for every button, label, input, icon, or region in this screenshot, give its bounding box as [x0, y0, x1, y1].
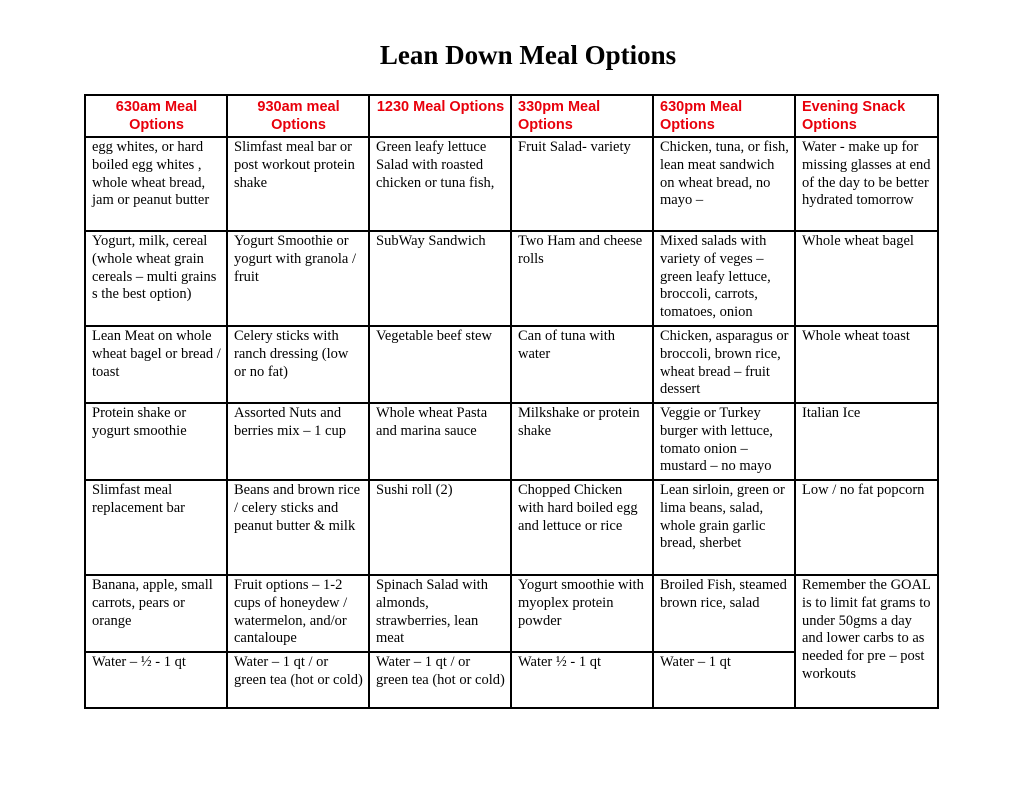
- table-cell: Chopped Chicken with hard boiled egg and lettuce or rice: [511, 480, 653, 575]
- table-cell: Veggie or Turkey burger with lettuce, tomato onion – mustard – no mayo: [653, 403, 795, 480]
- table-cell: Can of tuna with water: [511, 326, 653, 403]
- table-cell: Mixed salads with variety of veges – green leafy lettuce, broccoli, carrots, tomatoes, onion: [653, 231, 795, 326]
- table-cell: Vegetable beef stew: [369, 326, 511, 403]
- table-row: [85, 326, 938, 403]
- table-cell: Water – 1 qt / or green tea (hot or cold): [227, 652, 369, 708]
- table-cell: Two Ham and cheese rolls: [511, 231, 653, 326]
- table-cell: Fruit Salad- variety: [511, 137, 653, 231]
- table-cell: Yogurt, milk, cereal (whole wheat grain cereals – multi grains s the best option): [85, 231, 227, 326]
- table-cell: Assorted Nuts and berries mix – 1 cup: [227, 403, 369, 480]
- table-cell: Water ½ - 1 qt: [511, 652, 653, 708]
- column-header-evening-snack: Evening Snack Options: [795, 95, 938, 137]
- table-cell: Fruit options – 1-2 cups of honeydew / watermelon, and/or cantaloupe: [227, 575, 369, 652]
- column-header-330pm: 330pm Meal Options: [511, 95, 653, 137]
- table-cell: Water - make up for missing glasses at end of the day to be better hydrated tomorrow: [795, 137, 938, 231]
- table-cell: Chicken, tuna, or fish, lean meat sandwich on wheat bread, no mayo –: [653, 137, 795, 231]
- page-title: Lean Down Meal Options: [379, 40, 677, 70]
- table-cell: Whole wheat toast: [795, 326, 938, 403]
- table-cell: Water – 1 qt: [653, 652, 795, 708]
- table-cell: Banana, apple, small carrots, pears or orange: [85, 575, 227, 652]
- table-cell: Chicken, asparagus or broccoli, brown rice, wheat bread – fruit dessert: [653, 326, 795, 403]
- table-cell: Italian Ice: [795, 403, 938, 480]
- table-cell: SubWay Sandwich: [369, 231, 511, 326]
- table-cell: Yogurt Smoothie or yogurt with granola / fruit: [227, 231, 369, 326]
- table-cell: Broiled Fish, steamed brown rice, salad: [653, 575, 795, 652]
- table-row: [85, 231, 938, 326]
- table-cell: Lean sirloin, green or lima beans, salad, whole grain garlic bread, sherbet: [653, 480, 795, 575]
- table-cell: Green leafy lettuce Salad with roasted chicken or tuna fish,: [369, 137, 511, 231]
- table-row: [85, 480, 938, 575]
- table-cell: egg whites, or hard boiled egg whites , whole wheat bread, jam or peanut butter: [85, 137, 227, 231]
- table-cell: Slimfast meal bar or post workout protein shake: [227, 137, 369, 231]
- table-row: [85, 137, 938, 231]
- table-cell: Slimfast meal replacement bar: [85, 480, 227, 575]
- table-cell: Sushi roll (2): [369, 480, 511, 575]
- column-header-630pm: 630pm Meal Options: [653, 95, 795, 137]
- table-row: [85, 575, 938, 652]
- column-header-930am: 930am meal Options: [227, 95, 369, 137]
- table-cell: Low / no fat popcorn: [795, 480, 938, 575]
- table-cell: Milkshake or protein shake: [511, 403, 653, 480]
- table-cell: Water – 1 qt / or green tea (hot or cold): [369, 652, 511, 708]
- table-cell: Beans and brown rice / celery sticks and peanut butter & milk: [227, 480, 369, 575]
- table-cell: Whole wheat bagel: [795, 231, 938, 326]
- table-cell: Spinach Salad with almonds, strawberries, lean meat: [369, 575, 511, 652]
- table-cell: Celery sticks with ranch dressing (low or no fat): [227, 326, 369, 403]
- table-cell-goal-note: Remember the GOAL is to limit fat grams to under 50gms a day and lower carbs to as needed for pre – post workouts: [795, 575, 938, 708]
- table-cell: Lean Meat on whole wheat bagel or bread / toast: [85, 326, 227, 403]
- meal-options-table: [84, 94, 939, 709]
- column-header-1230: 1230 Meal Options: [369, 95, 511, 137]
- table-cell: Protein shake or yogurt smoothie: [85, 403, 227, 480]
- table-cell: Water – ½ - 1 qt: [85, 652, 227, 708]
- header-row: [85, 95, 938, 137]
- table-cell: Whole wheat Pasta and marina sauce: [369, 403, 511, 480]
- table-cell: Yogurt smoothie with myoplex protein powder: [511, 575, 653, 652]
- table-row: [85, 403, 938, 480]
- column-header-630am: 630am Meal Options: [85, 95, 227, 137]
